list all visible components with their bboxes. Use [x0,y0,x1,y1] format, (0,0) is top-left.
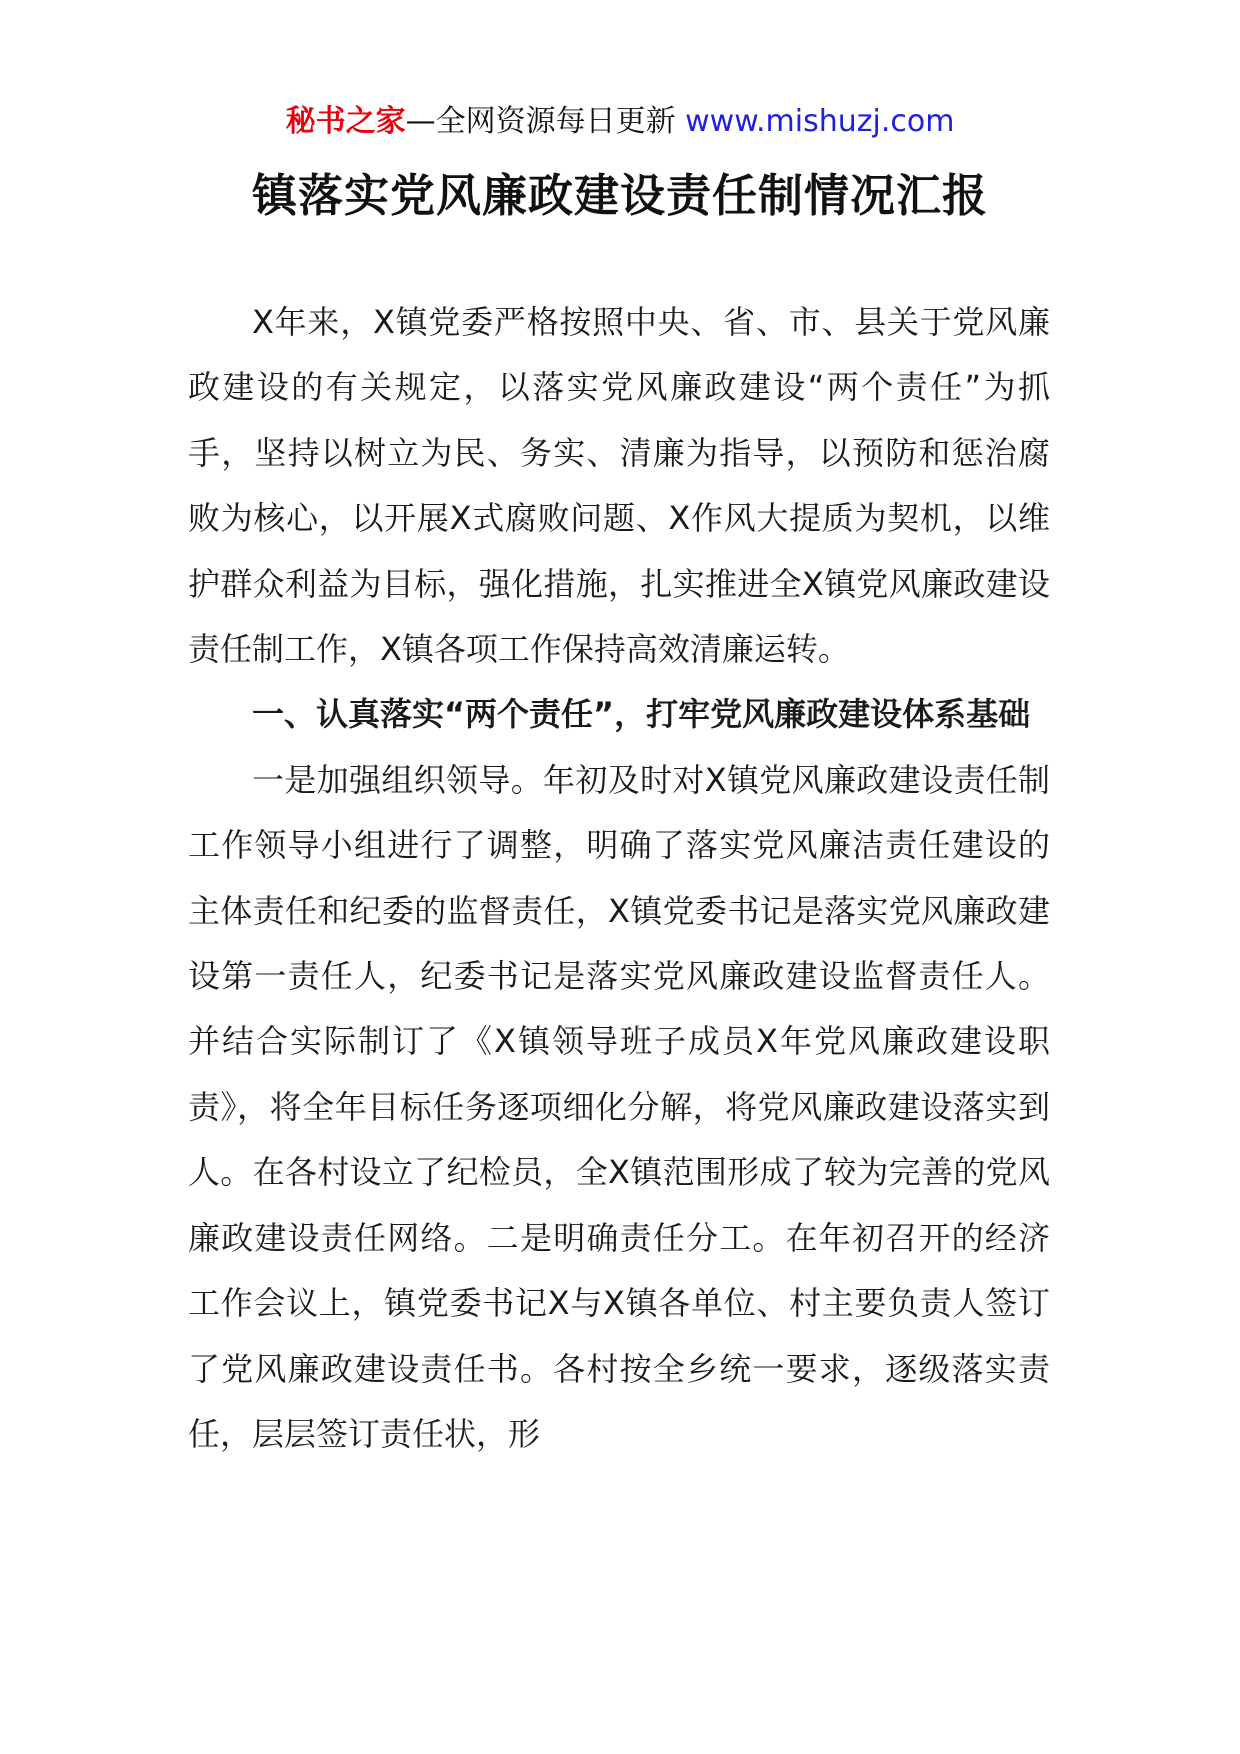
section-body-paragraph: 一是加强组织领导。年初及时对X镇党风廉政建设责任制工作领导小组进行了调整，明确了落实党风廉洁责任建设的主体责任和纪委的监督责任，X镇党委书记是落实党风廉政建设第一责任人，纪委书记是落实党风廉政建设监督责任人。并结合实际制订了《X镇领导班子成员X年党风廉政建设职责》，将全年目标任务逐项细化分解，将党风廉政建设落实到人。在各村设立了纪检员，全X镇范围形成了较为完善的党风廉政建设责任网络。二是明确责任分工。在年初召开的经济工作会议上，镇党委书记X与X镇各单位、村主要负责人签订了党风廉政建设责任书。各村按全乡统一要求，逐级落实责任，层层签订责任状，形 [188,760,1050,1453]
intro-paragraph: X年来，X镇党委严格按照中央、省、市、县关于党风廉政建设的有关规定，以落实党风廉政建设“两个责任”为抓手，坚持以树立为民、务实、清廉为指导，以预防和惩治腐败为核心，以开展X式腐败问题、X作风大提质为契机，以维护群众利益为目标，强化措施，扎实推进全X镇党风廉政建设责任制工作，X镇各项工作保持高效清廉运转。 [188,303,1050,669]
site-tagline: —全网资源每日更新 [405,104,676,139]
brand-name: 秘书之家 [285,104,406,139]
section-heading: 一、认真落实“两个责任”，打牢党风廉政建设体系基础 [252,695,1031,734]
document-body [188,290,1050,1467]
document-title: 镇落实党风廉政建设责任制情况汇报 [251,169,988,222]
site-url-link[interactable]: www.mishuzj.com [685,104,955,139]
site-header [0,100,1240,144]
